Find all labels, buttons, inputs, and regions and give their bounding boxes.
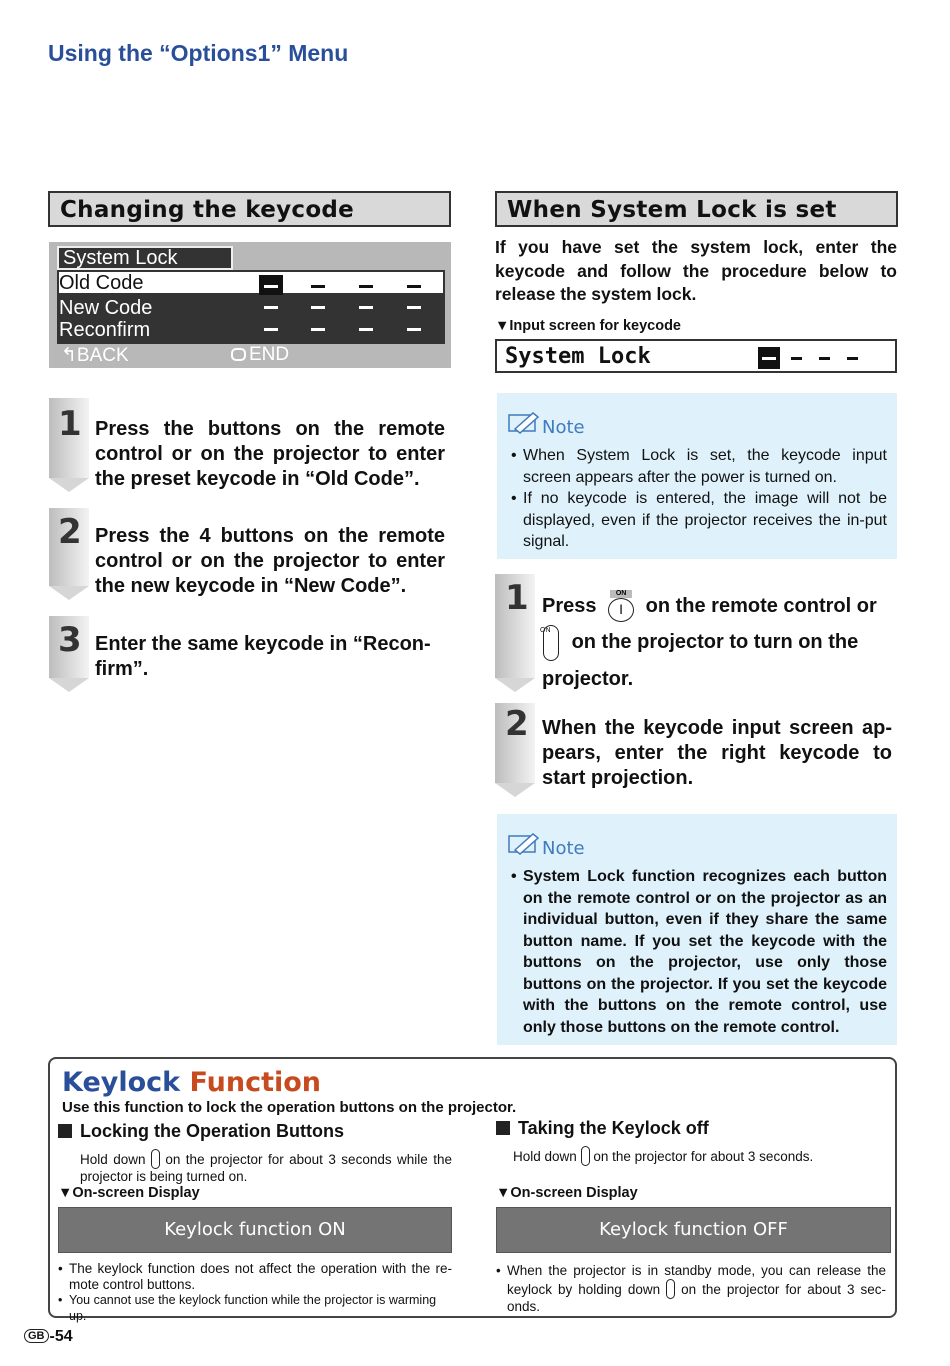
osd-dash [311, 285, 325, 288]
keylock-intro: Use this function to lock the operation buttons on the projector. [62, 1099, 517, 1116]
step-text: When the keycode input screen ap-pears, enter the right keycode to start projection. [542, 717, 892, 789]
note-title: Note [542, 417, 585, 438]
osd-dash [264, 306, 278, 309]
page-title: Using the “Options1” Menu [48, 40, 349, 66]
osd-dash [264, 285, 278, 288]
note-item: • If no keycode is entered, the image will not be displayed, even if the projector receives the in-put signal. [511, 488, 887, 553]
note-item: • You cannot use the keylock function while the projector is warming up. [58, 1293, 437, 1323]
section-heading-changing-keycode: Changing the keycode [48, 191, 451, 227]
on-button-icon: ON I [606, 592, 636, 622]
osd-new-code: New Code [59, 297, 153, 319]
osd-dash [359, 328, 373, 331]
projector-button-icon [581, 1146, 590, 1166]
keylock-off-display: Keylock function OFF [496, 1207, 891, 1253]
osd-back: ↰BACK [61, 345, 129, 366]
input-screen-label: ▼Input screen for keycode [495, 318, 681, 334]
osd-tab-system-lock: System Lock [57, 246, 233, 270]
system-lock-intro: If you have set the system lock, enter the keycode and follow the procedure below to release the system lock. [495, 237, 897, 304]
osd-end: END [231, 344, 289, 366]
end-button-icon [231, 348, 246, 361]
projector-on-button-icon: ON [542, 625, 560, 661]
locking-text: Hold down on the projector for about 3 seconds while the projector is being turned on. [80, 1149, 452, 1185]
osd-dash [359, 285, 373, 288]
osd-label-left: ▼On-screen Display [58, 1185, 200, 1201]
note-title: Note [542, 838, 585, 859]
step-text: Enter the same keycode in “Recon-firm”. [95, 633, 431, 680]
back-arrow-icon: ↰ [61, 345, 77, 366]
step-text-power: Press ON I on the remote control or ON on the projector to turn on the projector. [540, 589, 877, 690]
step-number: 3 [58, 620, 82, 660]
step-number: 1 [58, 404, 82, 444]
projector-button-icon [151, 1149, 160, 1169]
keycode-input-screen [495, 339, 897, 373]
note-box [497, 814, 897, 1045]
page-number: -54 [49, 1328, 73, 1345]
input-dash [791, 357, 802, 360]
step-number: 2 [58, 512, 82, 552]
gb-badge: GB [24, 1329, 49, 1343]
lock-label: System Lock [505, 344, 651, 369]
osd-dash [359, 306, 373, 309]
keylock-on-display: Keylock function ON [58, 1207, 452, 1253]
input-dash [819, 357, 830, 360]
input-dash [762, 357, 776, 360]
note-item: • The keylock function does not affect the operation with the re-mote control buttons. [58, 1261, 452, 1292]
step-number: 2 [505, 704, 529, 744]
osd-dash [311, 306, 325, 309]
note-list [511, 445, 887, 553]
osd-old-code: Old Code [59, 272, 144, 294]
step-text: Press the buttons on the remote control or on the projector to enter the preset keycode in “Old Code”. [95, 418, 445, 490]
osd-dash [264, 328, 278, 331]
keylock-right-note: • When the projector is in standby mode, you can release the keylock by holding down on the projector for about 3 sec-onds. [496, 1263, 886, 1314]
projector-button-icon [666, 1279, 675, 1299]
osd-dash [407, 328, 421, 331]
note-box [497, 393, 897, 559]
keylock-left-notes [58, 1261, 452, 1324]
note-pencil-icon [507, 409, 541, 435]
keylock-function-box [48, 1057, 897, 1323]
step-number: 1 [505, 578, 529, 618]
note-pencil-icon [507, 830, 541, 856]
note-item: • System Lock function recognizes each button on the remote control or on the projector as an individual button, even if they share the same button name. If you set the keycode with the buttons on the projector, use only those buttons on the projector. If you set the keycode with the buttons on the remote control, use only those buttons on the remote control. [511, 866, 887, 1038]
osd-dash [407, 285, 421, 288]
keylock-title: Keylock Function [62, 1067, 322, 1098]
osd-dash [311, 328, 325, 331]
osd-dash [407, 306, 421, 309]
keylock-off-heading: Taking the Keylock off [496, 1118, 709, 1139]
input-dash [847, 357, 858, 360]
keycode-osd-screen [49, 242, 451, 368]
keylock-off-text: Hold down on the projector for about 3 seconds. [513, 1146, 893, 1166]
locking-heading: Locking the Operation Buttons [58, 1121, 344, 1142]
osd-reconfirm: Reconfirm [59, 319, 151, 341]
note-list [511, 866, 887, 1038]
section-heading-system-lock-set: When System Lock is set [495, 191, 898, 227]
page-footer [24, 1328, 73, 1346]
step-text: Press the 4 buttons on the remote control or on the projector to enter the new keycode in “New Code”. [95, 525, 445, 597]
note-item: • When System Lock is set, the keycode input screen appears after the power is turned on. [511, 445, 887, 488]
osd-label-right: ▼On-screen Display [496, 1185, 638, 1201]
